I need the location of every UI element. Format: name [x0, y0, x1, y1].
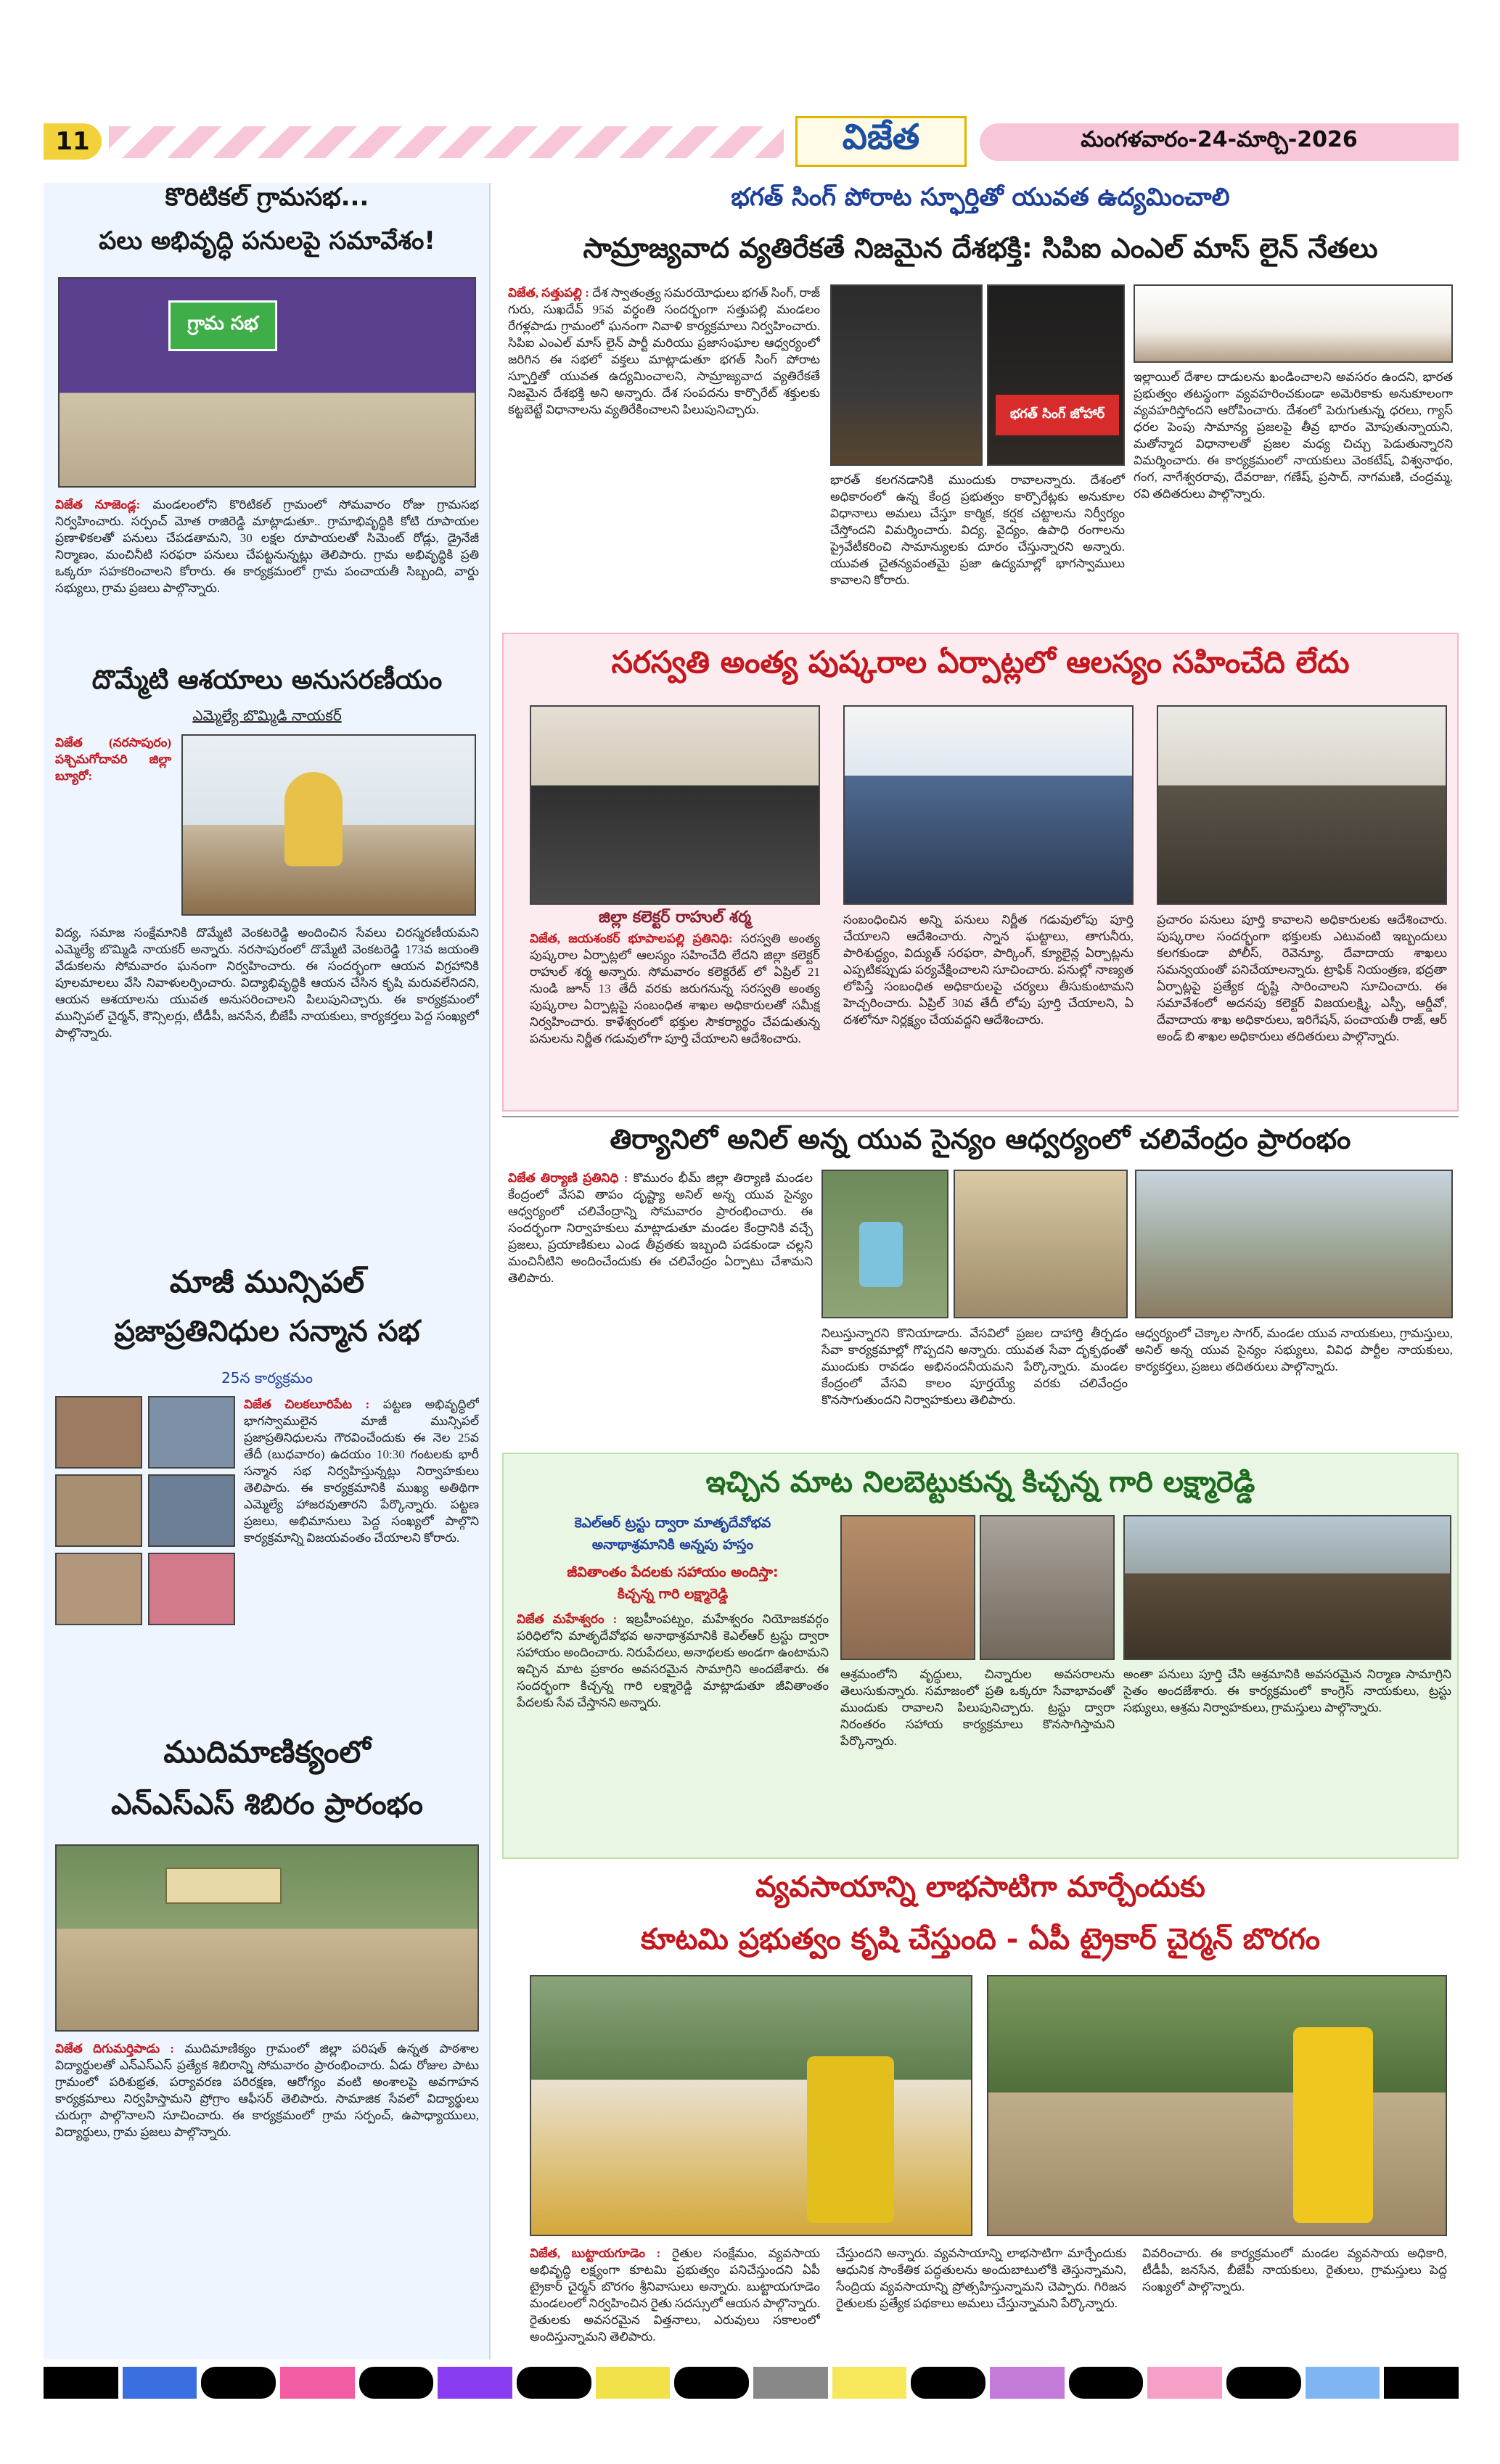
headline: ప్రజాప్రతినిధుల సన్మాన సభ: [114, 1315, 420, 1348]
headline: ఇచ్చిన మాట నిలబెట్టుకున్న కిచ్చన్న గారి లక్ష్మారెడ్డి: [705, 1466, 1255, 1499]
divider: [502, 1116, 1459, 1117]
gram-sabha-banner: గ్రామ సభ: [168, 300, 277, 351]
news-photo: [58, 277, 476, 488]
article-body: [830, 472, 1125, 624]
masthead: [44, 116, 1459, 170]
article-text: ఆధ్వర్యంలో చెక్కాల సాగర్, మండల యువ నాయకులు, గ్రామస్తులు, అనిల్ అన్న యువ సైన్యం సభ్యులు, వివిధ పార్టీల నాయకులు, కార్యకర్తలు, ప్రజలు తదితరులు పాల్గొన్నారు.: [1135, 1326, 1453, 1373]
dateline: విజేత, జయశంకర్ భూపాలపల్లి ప్రతినిధి:: [530, 932, 733, 945]
decorative-stripe: [109, 126, 784, 158]
news-photo: [840, 1515, 975, 1660]
article-body: [840, 1666, 1115, 1850]
news-photo: [821, 1170, 948, 1318]
print-registration-bar: [44, 2367, 1459, 2399]
headline: మాజీ మున్సిపల్: [169, 1264, 365, 1299]
article-text: కొమురం భీమ్ జిల్లా తిర్యాణి మండల కేంద్రంలో వేసవి తాపం దృష్ట్యా అనిల్ అన్న యువ సైన్యం ఆధ్వర్యంలో చలివేంద్రాన్ని సోమవారం ప్రారంభించారు. ఈ సందర్భంగా నిర్వాహకులు మాట్లాడుతూ మండల కేంద్రానికి వచ్చే ప్రజలు, ప్రయాణికులు ఎండ తీవ్రతకు ఇబ్బంది పడకుండా చల్లని మంచినీటిని అందించేందుకు ఈ చలివేంద్రం ఏర్పాటు చేశామని తెలిపారు.: [508, 1171, 813, 1285]
news-photo: [181, 734, 476, 916]
article-body: [821, 1325, 1128, 1448]
headline: సామ్రాజ్యవాద వ్యతిరేకతే నిజమైన దేశభక్తి: సిపిఐ ఎంఎల్ మాస్ లైన్ నేతలు: [583, 232, 1378, 264]
article-text: విద్య, సమాజ సంక్షేమానికి దొమ్మేటి వెంకటరెడ్డి అందించిన సేవలు చిరస్మరణీయమని ఎమ్మెల్యే బొమ్మిడి నాయకర్ అన్నారు. నరసాపురంలో దొమ్మేటి వెంకటరెడ్డి 173వ జయంతి వేడుకలను సోమవారం ఘనంగా నిర్వహించారు. ఈ సందర్భంగా ఆయన విగ్రహానికి పూలమాలలు వేసి నివాళులర్పించారు. విద్యాభివృద్ధికి ఆయన చేసిన కృషి మరువలేనిదని, ఆయన ఆశయాలను యువత అనుసరించాలని పిలుపునిచ్చారు. ఈ కార్యక్రమంలో మున్సిపల్ చైర్మన్, కౌన్సిలర్లు, టీడీపీ, జనసేన, బీజేపీ నాయకులు, కార్యకర్తలు పెద్ద సంఖ్యలో పాల్గొన్నారు.: [55, 926, 479, 1040]
article-text: ఇల్లాయిల్ దేశాల దాడులను ఖండించాలని అవసరం ఉందని, భారత ప్రభుత్వం తటస్థంగా వ్యవహరించకుండా అమెరికాకు అనుకూలంగా వ్యవహరిస్తోందని ఆరోపించారు. దేశంలో పెరుగుతున్న ధరలు, గ్యాస్ ధరల పెంపు సామాన్య ప్రజలపై తీవ్ర భారం మోపుతున్నాయని, మతోన్మాద విధానాలతో ప్రజల మధ్య చిచ్చు పెడుతున్నారని విమర్శించారు. ఈ కార్యక్రమంలో నాయకులు వెంకటేష్, విశ్వనాథం, గంగ, నాగేశ్వరరావు, దేవరాజు, గణేష్, ప్రసాద్, నాగమణి, చంద్రమ్మ, రవి తదితరులు పాల్గొన్నారు.: [1134, 370, 1453, 501]
article-text: నిలుస్తున్నారని కొనియాడారు. వేసవిలో ప్రజల దాహార్తి తీర్చడం సేవా కార్యక్రమాల్లో గొప్పదని అన్నారు. యువత సేవా దృక్పథంతో ముందుకు రావడం అభినందనీయమని పేర్కొన్నారు. మండల కేంద్రంలో వేసవి కాలం పూర్తయ్యే వరకు చలివేంద్రం కొనసాగుతుందని నిర్వాహకులు తెలిపారు.: [821, 1326, 1128, 1407]
article-body: [530, 930, 820, 1104]
article-body: [508, 284, 820, 625]
news-photo: [1123, 1515, 1451, 1660]
article-text: ప్రచారం పనులు పూర్తి కావాలని అధికారులకు ఆదేశించారు. పుష్కరాల సందర్భంగా భక్తులకు ఎటువంటి ఇబ్బందులు కలగకుండా పోలీస్, రెవెన్యూ, దేవాదాయ శాఖలు సమన్వయంతో పనిచేయాలన్నారు. ట్రాఫిక్ నియంత్రణ, భద్రతా ఏర్పాట్లపై ప్రత్యేక దృష్టి సారించాలని సూచించారు. ఈ సమావేశంలో అదనపు కలెక్టర్ విజయలక్ష్మి, ఎస్పీ, ఆర్డీవో, దేవాదాయ శాఖ అధికారులు, ఇరిగేషన్, పంచాయతీ రాజ్, ఆర్ అండ్ బి శాఖల అధికారులు తదితరులు పాల్గొన్నారు.: [1157, 913, 1447, 1043]
headline: కూటమి ప్రభుత్వం కృషి చేస్తుంది - ఏపీ ట్రైకార్ చైర్మన్ బొరగం: [641, 1923, 1320, 1956]
article-text: దేశ స్వాతంత్ర్య సమరయోధులు భగత్ సింగ్, రాజ్ గురు, సుఖదేవ్ 95వ వర్ధంతి సందర్భంగా సత్తుపల్లి మండలం రేగళ్లపాడు గ్రామంలో ఘనంగా నివాళి కార్యక్రమాలు నిర్వహించారు. సిపిఐ ఎంఎల్ మాస్ లైన్ పార్టీ మరియు ప్రజాసంఘాల ఆధ్వర్యంలో జరిగిన ఈ సభలో వక్తలు మాట్లాడుతూ భగత్ సింగ్ పోరాట స్ఫూర్తితో యువత ఉద్యమించాలని, సామ్రాజ్యవాద వ్యతిరేకతే నిజమైన దేశభక్తి అని అన్నారు. దేశ సంపదను కార్పొరేట్ శక్తులకు కట్టబెట్టే విధానాలను వ్యతిరేకించాలని పిలుపునిచ్చారు.: [508, 286, 820, 416]
article-text: ఆశ్రమంలోని వృద్ధులు, చిన్నారుల అవసరాలను తెలుసుకున్నారు. సమాజంలో ప్రతి ఒక్కరూ సేవాభావంతో ముందుకు రావాలని పిలుపునిచ్చారు. ట్రస్టు ద్వారా నిరంతరం సహాయ కార్యక్రమాలు కొనసాగిస్తామని పేర్కొన్నారు.: [840, 1667, 1115, 1748]
article-text: ఇబ్రహీంపట్నం, మహేశ్వరం నియోజకవర్గం పరిధిలోని మాతృదేవోభవ అనాథాశ్రమానికి కెఎల్ఆర్ ట్రస్టు ద్వారా సహాయం అందించారు. నిరుపేదలు, అనాథలకు అండగా ఉంటామని ఇచ్చిన మాట ప్రకారం అవసరమైన సామాగ్రిని అందజేశారు. ఈ సందర్భంగా కిచ్చన్న గారి లక్ష్మారెడ్డి మాట్లాడుతూ జీవితాంతం పేదలకు సేవ చేస్తానని అన్నారు.: [517, 1612, 829, 1709]
left-column: [44, 183, 491, 2360]
article-text: పట్టణ అభివృద్ధిలో భాగస్వాములైన మాజీ మున్సిపల్ ప్రజాప్రతినిధులను గౌరవించేందుకు ఈ నెల 25వ తేదీ (బుధవారం) ఉదయం 10:30 గంటలకు భారీ సన్మాన సభ నిర్వహిస్తున్నట్లు నిర్వాహకులు తెలిపారు. ఈ కార్యక్రమానికి ముఖ్య అతిథిగా ఎమ్మెల్యే హాజరవుతారని పేర్కొన్నారు. పట్టణ ప్రజలు, అభిమానులు పెద్ద సంఖ్యలో పాల్గొని కార్యక్రమాన్ని విజయవంతం చేయాలని కోరారు.: [244, 1397, 479, 1545]
article-body: [55, 2040, 479, 2294]
news-photo: [987, 1975, 1447, 2236]
page-number: 11: [44, 123, 102, 160]
news-photo: [55, 1844, 479, 2032]
subheadline: జీవితాంతం పేదలకు సహాయం అందిస్తా:: [567, 1564, 779, 1580]
article-text: భారత్ కలగనడానికి ముందుకు రావాలన్నారు. దేశంలో అధికారంలో ఉన్న కేంద్ర ప్రభుత్వం కార్పొరేట్లకు అనుకూల విధానాలు అమలు చేస్తూ కార్మిక, కర్షక చట్టాలను నిర్వీర్యం చేస్తోందని విమర్శించారు. విద్య, వైద్యం, ఉపాధి రంగాలను ప్రైవేటీకరించి సామాన్యులకు దూరం చేస్తున్నారని అన్నారు. యువత చైతన్యవంతమై ప్రజా ఉద్యమాల్లో భాగస్వాములు కావాలని కోరారు.: [830, 473, 1125, 587]
article-body: [1135, 1325, 1453, 1448]
paper-logo: విజేత: [795, 116, 967, 167]
article-body: [843, 911, 1134, 1104]
dateline: విజేత, బుట్టాయగూడెం :: [530, 2246, 661, 2260]
news-photo: [148, 1396, 235, 1469]
headline: దొమ్మేటి ఆశయాలు అనుసరణీయం: [91, 665, 443, 695]
article-body: [55, 496, 479, 656]
headline: ఎన్ఎస్ఎస్ శిబిరం ప్రారంభం: [111, 1788, 423, 1821]
article-text: అంతా పనులు పూర్తి చేసి ఆశ్రమానికి అవసరమైన నిర్మాణ సామాగ్రిని సైతం అందజేశారు. ఈ కార్యక్రమంలో కాంగ్రెస్ నాయకులు, ట్రస్టు సభ్యులు, ఆశ్రమ నిర్వాహకులు, గ్రామస్తులు పాల్గొన్నారు.: [1123, 1667, 1451, 1714]
article-body: [1134, 369, 1453, 625]
news-photo: [1157, 705, 1447, 905]
news-photo: [980, 1515, 1115, 1660]
article-text: రైతుల సంక్షేమం, వ్యవసాయ అభివృద్ధి లక్ష్యంగా కూటమి ప్రభుత్వం పనిచేస్తుందని ఏపీ ట్రైకార్ చైర్మన్ బొరగం శ్రీనివాసులు అన్నారు. బుట్టాయగూడెం మండలంలో నిర్వహించిన రైతు సదస్సులో ఆయన పాల్గొన్నారు. రైతులకు అవసరమైన విత్తనాలు, ఎరువులు సకాలంలో అందిస్తున్నామని తెలిపారు.: [530, 2246, 820, 2344]
dateline: విజేత నూజెండ్ల:: [55, 498, 141, 512]
photo-caption: జిల్లా కలెక్టర్ రాహుల్ శర్మ: [598, 908, 752, 927]
article-body: [508, 1170, 813, 1445]
news-photo: [55, 1396, 142, 1469]
headline: వ్యవసాయాన్ని లాభసాటిగా మార్చేందుకు: [755, 1870, 1205, 1904]
news-photo: [55, 1474, 142, 1547]
right-column: [502, 183, 1459, 2360]
headline: భగత్ సింగ్ పోరాట స్ఫూర్తితో యువత ఉద్యమించాలి: [731, 183, 1230, 212]
issue-date: మంగళవారం-24-మార్చి-2026: [980, 123, 1459, 161]
news-photo: [55, 1553, 142, 1625]
news-photo: [530, 1975, 972, 2236]
dateline: విజేత దిగుమర్తిపాడు :: [55, 2042, 175, 2056]
subheadline: అనాథాశ్రమానికి అన్నపు హస్తం: [591, 1537, 754, 1553]
article-body: [517, 1611, 829, 1850]
news-photo: [148, 1553, 235, 1625]
headline: కొరిటికల్ గ్రామసభ...: [165, 183, 369, 212]
article-body: [1123, 1666, 1451, 1850]
subheadline: ఎమ్మెల్యే బొమ్మిడి నాయకర్: [192, 707, 342, 724]
headline: ముదిమాణిక్యంలో: [163, 1734, 371, 1770]
dateline: విజేత (నరసాపురం) పశ్చిమగోదావరి జిల్లా బ్యూరో:: [55, 736, 171, 783]
headline: తిర్యానిలో అనిల్ అన్న యువ సైన్యం ఆధ్వర్యంలో చలివేంద్రం ప్రారంభం: [610, 1123, 1351, 1155]
news-photo: [1135, 1170, 1453, 1318]
article-body: [55, 924, 479, 1244]
dateline: విజేత, సత్తుపల్లి :: [508, 286, 589, 300]
subheadline: 25న కార్యక్రమం: [221, 1369, 313, 1387]
subheadline: కెఎల్ఆర్ ట్రస్టు ద్వారా మాతృదేవోభవ: [574, 1515, 771, 1531]
news-photo: [148, 1474, 235, 1547]
news-photo: [530, 705, 820, 905]
article-text: వివరించారు. ఈ కార్యక్రమంలో మండల వ్యవసాయ అధికారి, టీడీపీ, జనసేన, బీజేపీ నాయకులు, రైతులు, గ్రామస్తులు పెద్ద సంఖ్యలో పాల్గొన్నారు.: [1142, 2246, 1447, 2293]
article-body: [1157, 911, 1447, 1104]
headline: పలు అభివృద్ధి పనులపై సమావేశం!: [99, 226, 435, 255]
article-text: మండలంలోని కొరిటికల్ గ్రామంలో సోమవారం రోజు గ్రామసభ నిర్వహించారు. సర్పంచ్ మోత రాజిరెడ్డి మాట్లాడుతూ.. గ్రామాభివృద్ధికి కోటి రూపాయల ప్రణాళికలతో పనులు చేపడతామని, 30 లక్షల రూపాయలతో సిమెంట్ రోడ్లు, డ్రైనేజీ నిర్మాణం, మంచినీటి సరఫరా పనులు చేపట్టనున్నట్లు తెలిపారు. గ్రామ అభివృద్ధికి ప్రతి ఒక్కరూ సహకరించాలని కోరారు. ఈ కార్యక్రమంలో గ్రామ పంచాయతీ సిబ్బంది, వార్డు సభ్యులు, గ్రామ ప్రజలు పాల్గొన్నారు.: [55, 498, 479, 595]
protest-banner: భగత్ సింగ్ జోహార్: [996, 395, 1119, 435]
news-photo: [830, 284, 983, 466]
news-photo: [1134, 284, 1453, 363]
dateline: విజేత చిలకలూరిపేట :: [244, 1397, 370, 1411]
news-photo: [987, 284, 1125, 466]
subheadline: కిచ్చన్న గారి లక్ష్మారెడ్డి: [617, 1586, 729, 1602]
dateline: విజేత తిర్యాణి ప్రతినిధి :: [508, 1171, 628, 1185]
headline: సరస్వతి అంత్య పుష్కరాల ఏర్పాట్లలో ఆలస్యం సహించేది లేదు: [611, 644, 1350, 680]
dateline: విజేత మహేశ్వరం :: [517, 1612, 618, 1626]
article-text: సంబంధించిన అన్ని పనులు నిర్ణీత గడువులోపు పూర్తి చేయాలని ఆదేశించారు. స్నాన ఘట్టాలు, తాగునీరు, పారిశుద్ధ్యం, విద్యుత్ సరఫరా, పార్కింగ్, క్యూలైన్ల ఏర్పాట్లను ఎప్పటికప్పుడు పర్యవేక్షించాలని సూచించారు. పనుల్లో నాణ్యత లోపిస్తే సంబంధిత అధికారులపై చర్యలు తీసుకుంటామని హెచ్చరించారు. ఏప్రిల్ 30వ తేదీ లోపు పూర్తి చేయాలని, ఏ దశలోనూ నిర్లక్ష్యం చేయవద్దని ఆదేశించారు.: [843, 913, 1134, 1027]
news-photo: [954, 1170, 1128, 1318]
article-text: చేస్తుందని అన్నారు. వ్యవసాయాన్ని లాభసాటిగా మార్చేందుకు ఆధునిక సాంకేతిక పద్ధతులను అందుబాటులోకి తెస్తున్నామని, సేంద్రియ వ్యవసాయాన్ని ప్రోత్సహిస్తున్నామని చెప్పారు. గిరిజన రైతులకు ప్రత్యేక పథకాలు అమలు చేస్తున్నామని పేర్కొన్నారు.: [836, 2246, 1126, 2310]
article-body: [244, 1396, 479, 1628]
article-body-lead: [55, 734, 171, 923]
article-text: ముదిమాణిక్యం గ్రామంలో జిల్లా పరిషత్ ఉన్నత పాఠశాల విద్యార్థులతో ఎన్ఎస్ఎస్ ప్రత్యేక శిబిరాన్ని సోమవారం ప్రారంభించారు. ఏడు రోజుల పాటు గ్రామంలో పరిశుభ్రత, పర్యావరణ పరిరక్షణ, ఆరోగ్యం వంటి అంశాలపై అవగాహన కార్యక్రమాలు నిర్వహిస్తామని ప్రోగ్రాం ఆఫీసర్ తెలిపారు. సామాజిక సేవలో విద్యార్థులు చురుగ్గా పాల్గొనాలని సూచించారు. ఈ కార్యక్రమంలో గ్రామ సర్పంచ్, ఉపాధ్యాయులు, విద్యార్థులు, గ్రామ ప్రజలు పాల్గొన్నారు.: [55, 2042, 479, 2139]
article-text: సరస్వతి అంత్య పుష్కరాల ఏర్పాట్లలో ఆలస్యం సహించేది లేదని జిల్లా కలెక్టర్ రాహుల్ శర్మ అన్నారు. సోమవారం కలెక్టరేట్ లో ఏప్రిల్ 21 నుండి జూన్ 13 తేదీ వరకు జరుగనున్న సరస్వతి అంత్య పుష్కరాల ఏర్పాట్లపై సంబంధిత శాఖల అధికారులతో సమీక్ష నిర్వహించారు. కాళేశ్వరంలో భక్తుల సౌకర్యార్థం చేపడుతున్న పనులను నిర్ణీత గడువులోగా పూర్తి చేయాలని ఆదేశించారు.: [530, 932, 820, 1046]
news-photo: [843, 705, 1134, 905]
